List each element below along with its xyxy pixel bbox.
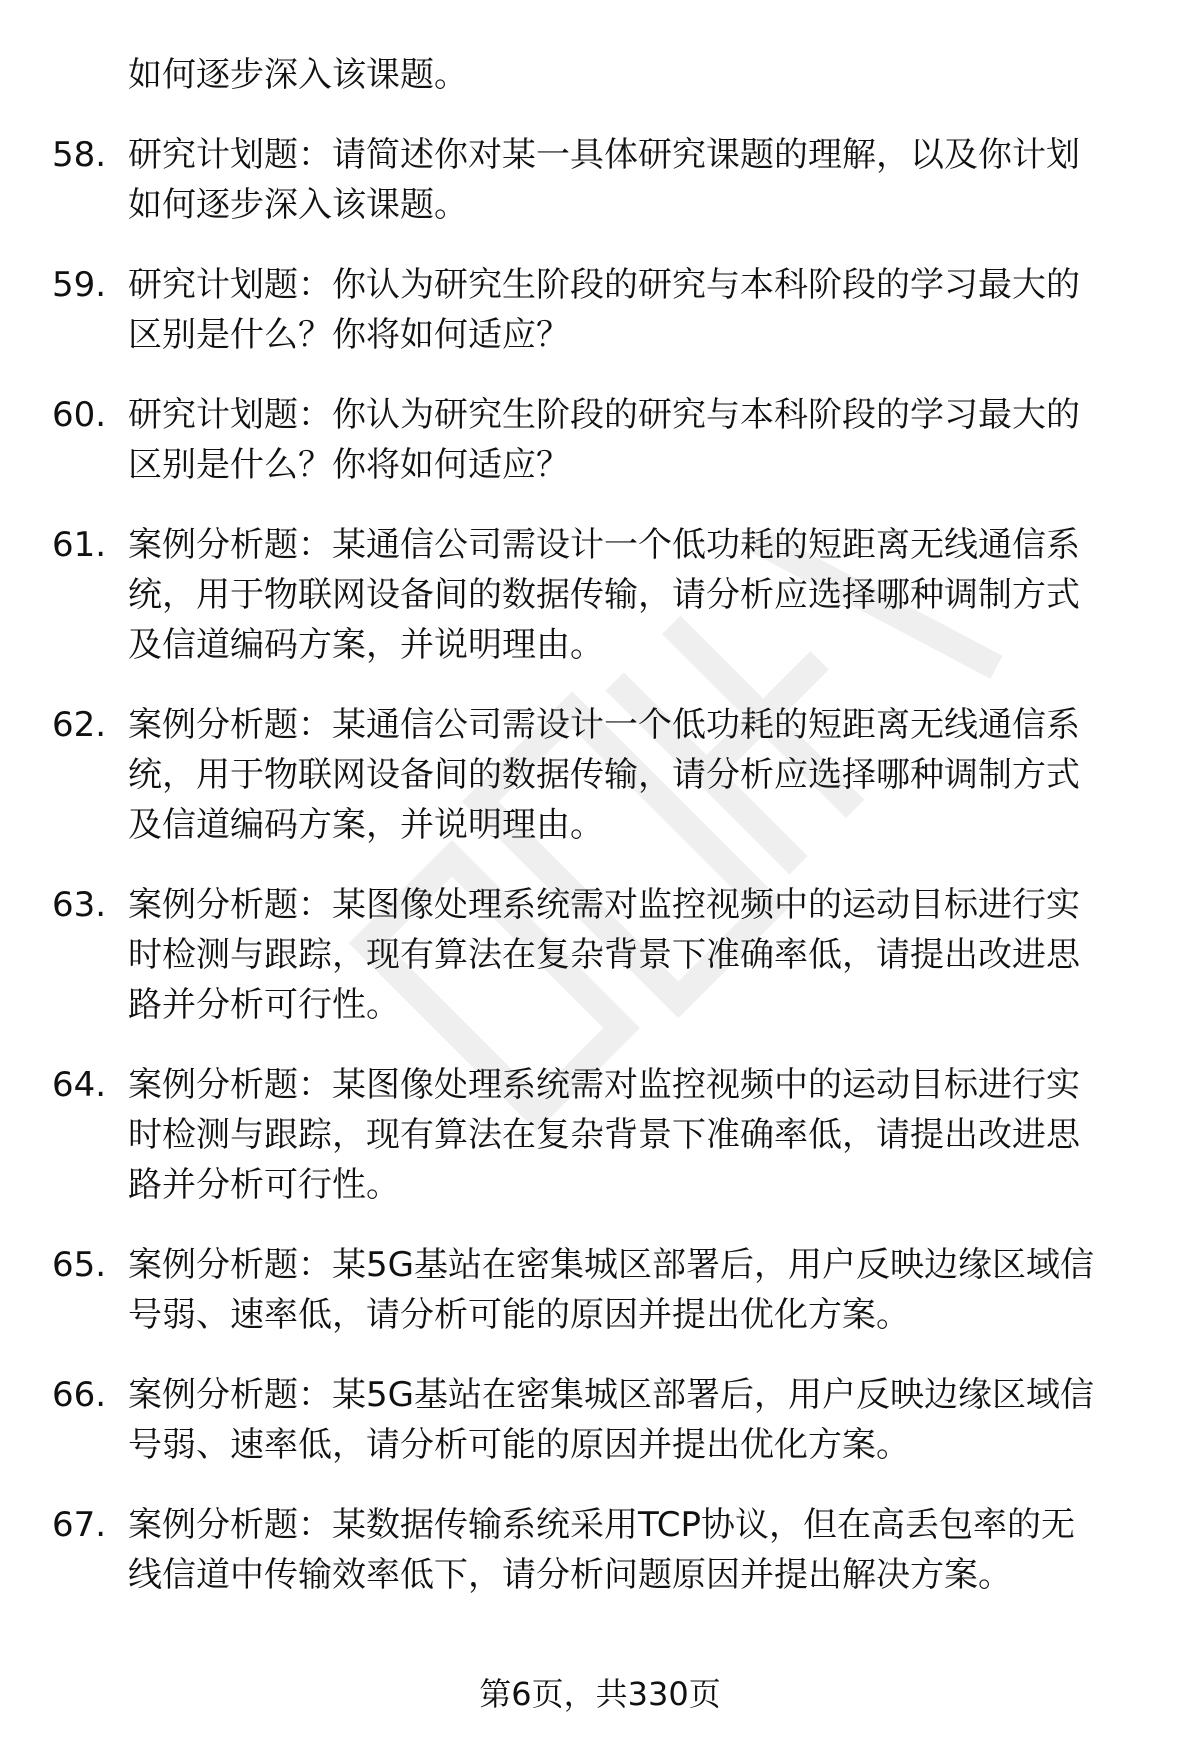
question-text-line: 统，用于物联网设备间的数据传输，请分析应选择哪种调制方式 <box>128 575 1080 615</box>
question-number: 65. <box>52 1245 107 1285</box>
question-item <box>0 390 1200 490</box>
question-text-line: 路并分析可行性。 <box>128 1165 400 1205</box>
question-text-line: 区别是什么？你将如何适应？ <box>128 445 570 485</box>
question-item <box>0 520 1200 670</box>
question-item <box>0 1500 1200 1600</box>
question-number: 60. <box>52 395 107 435</box>
document-body <box>0 50 1200 1600</box>
question-item <box>0 1060 1200 1210</box>
question-list <box>0 130 1200 1600</box>
question-text-line: 案例分析题：某通信公司需设计一个低功耗的短距离无线通信系 <box>128 705 1080 745</box>
question-number: 62. <box>52 705 107 745</box>
question-text-line: 研究计划题：请简述你对某一具体研究课题的理解，以及你计划 <box>128 135 1080 175</box>
question-text-line: 区别是什么？你将如何适应？ <box>128 315 570 355</box>
question-number: 64. <box>52 1065 107 1105</box>
question-text-line: 路并分析可行性。 <box>128 985 400 1025</box>
question-text-line: 号弱、速率低，请分析可能的原因并提出优化方案。 <box>128 1425 910 1465</box>
question-number: 59. <box>52 265 107 305</box>
question-text-line: 案例分析题：某5G基站在密集城区部署后，用户反映边缘区域信 <box>128 1245 1094 1285</box>
question-text-line: 案例分析题：某数据传输系统采用TCP协议，但在高丢包率的无 <box>128 1505 1076 1545</box>
question-text-line: 研究计划题：你认为研究生阶段的研究与本科阶段的学习最大的 <box>128 265 1080 305</box>
question-text-line: 号弱、速率低，请分析可能的原因并提出优化方案。 <box>128 1295 910 1335</box>
question-item <box>0 130 1200 230</box>
question-text-line: 时检测与跟踪，现有算法在复杂背景下准确率低，请提出改进思 <box>128 935 1080 975</box>
continuation-line: 如何逐步深入该课题。 <box>128 55 468 95</box>
question-number: 66. <box>52 1375 107 1415</box>
question-item <box>0 1370 1200 1470</box>
question-text-line: 如何逐步深入该课题。 <box>128 185 468 225</box>
question-text-line: 统，用于物联网设备间的数据传输，请分析应选择哪种调制方式 <box>128 755 1080 795</box>
question-text-line: 案例分析题：某通信公司需设计一个低功耗的短距离无线通信系 <box>128 525 1080 565</box>
question-text-line: 线信道中传输效率低下，请分析问题原因并提出解决方案。 <box>128 1555 1012 1595</box>
question-text-line: 案例分析题：某5G基站在密集城区部署后，用户反映边缘区域信 <box>128 1375 1094 1415</box>
question-number: 58. <box>52 135 107 175</box>
question-text-line: 案例分析题：某图像处理系统需对监控视频中的运动目标进行实 <box>128 885 1080 925</box>
question-item <box>0 700 1200 850</box>
page-footer: 第6页，共330页 <box>479 1675 721 1713</box>
question-text-line: 案例分析题：某图像处理系统需对监控视频中的运动目标进行实 <box>128 1065 1080 1105</box>
question-number: 61. <box>52 525 107 565</box>
question-number: 63. <box>52 885 107 925</box>
question-text-line: 研究计划题：你认为研究生阶段的研究与本科阶段的学习最大的 <box>128 395 1080 435</box>
question-number: 67. <box>52 1505 107 1545</box>
question-item <box>0 260 1200 360</box>
question-text-line: 及信道编码方案，并说明理由。 <box>128 805 604 845</box>
question-text-line: 及信道编码方案，并说明理由。 <box>128 625 604 665</box>
question-text-line: 时检测与跟踪，现有算法在复杂背景下准确率低，请提出改进思 <box>128 1115 1080 1155</box>
question-item <box>0 1240 1200 1340</box>
question-item <box>0 880 1200 1030</box>
